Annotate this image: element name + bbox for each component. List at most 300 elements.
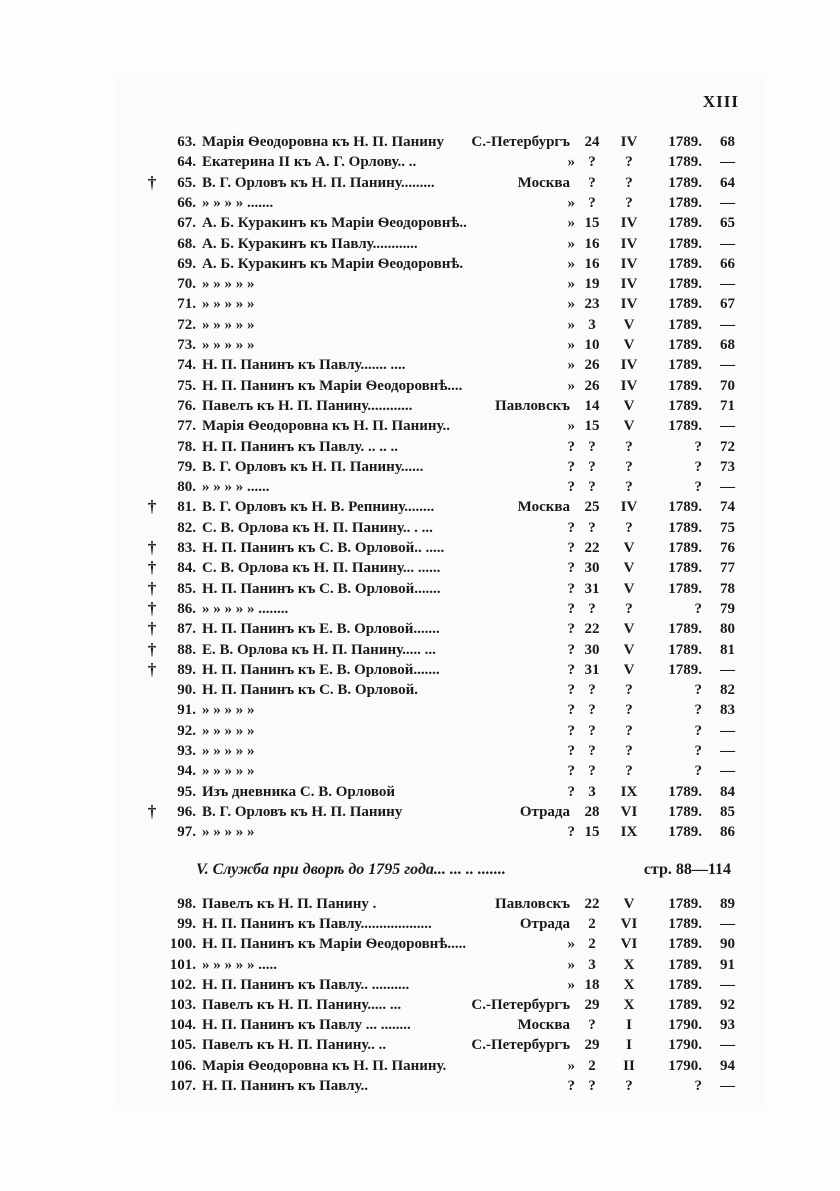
entry-year: 1790. xyxy=(668,1017,702,1034)
index-entry xyxy=(0,1056,840,1076)
index-entry xyxy=(0,955,840,975)
entry-number: 93. xyxy=(177,743,196,759)
entry-place: ? xyxy=(567,540,575,556)
page-number: XIII xyxy=(702,92,739,111)
entry-year: 1789. xyxy=(668,235,702,252)
index-entry xyxy=(0,376,840,396)
entry-number: 94. xyxy=(177,763,196,780)
entry-year: ? xyxy=(694,743,702,759)
entry-month: IV xyxy=(620,357,638,374)
index-entry xyxy=(0,152,840,172)
entry-description: » » » » » xyxy=(202,722,255,739)
entry-month: ? xyxy=(625,1077,633,1094)
entry-year: 1789. xyxy=(668,560,702,577)
entry-place: ? xyxy=(567,519,575,536)
entry-number: 91. xyxy=(177,702,196,719)
entry-page: — xyxy=(720,235,735,252)
entry-month: V xyxy=(623,418,635,435)
entry-year: 1789. xyxy=(668,418,702,435)
entry-place: » xyxy=(567,235,575,252)
entry-year: 1789. xyxy=(668,337,702,353)
entry-number: 96. xyxy=(177,803,196,820)
entry-number: 100. xyxy=(169,936,196,953)
index-entry xyxy=(0,437,840,457)
entry-number: 65. xyxy=(177,174,196,191)
entry-place: ? xyxy=(567,458,575,475)
index-entry xyxy=(0,700,840,720)
entry-month: V xyxy=(623,337,635,353)
entry-day: ? xyxy=(588,682,596,699)
entry-month: V xyxy=(623,621,635,638)
entry-description: Н. П. Панинъ къ Павлу.. .......... xyxy=(202,976,410,993)
entry-place: ? xyxy=(567,1077,575,1094)
entry-year: ? xyxy=(694,682,702,699)
entry-number: 76. xyxy=(177,397,196,414)
entry-month: V xyxy=(623,560,635,577)
entry-page: 68 xyxy=(720,337,735,353)
entry-place: » xyxy=(567,255,575,272)
entry-page: 93 xyxy=(720,1017,735,1034)
entry-number: 64. xyxy=(177,154,196,171)
entry-place: ? xyxy=(567,560,575,577)
entry-month: V xyxy=(623,580,635,597)
entry-month: I xyxy=(626,1017,632,1034)
dagger-mark: † xyxy=(147,801,157,821)
index-entry xyxy=(0,802,840,822)
entry-year: ? xyxy=(694,722,702,739)
entry-number: 68. xyxy=(177,235,196,252)
entry-page: 74 xyxy=(720,499,735,516)
entry-month: IV xyxy=(620,499,638,516)
entry-place: » xyxy=(567,976,575,993)
entry-description: Н. П. Панинъ къ Е. В. Орловой....... xyxy=(202,621,440,638)
entry-description: Н. П. Панинъ къ Е. В. Орловой....... xyxy=(202,661,440,678)
entry-page: — xyxy=(720,316,735,333)
dagger-mark: † xyxy=(147,497,157,517)
entry-description: » » » » » ........ xyxy=(202,600,289,617)
entry-description: А. Б. Куракинъ къ Маріи Ѳеодоровнѣ.. xyxy=(202,215,467,232)
entry-page: 64 xyxy=(720,174,735,191)
entry-place: ? xyxy=(567,743,575,759)
section-heading xyxy=(196,858,741,882)
entry-place: Отрада xyxy=(519,803,570,820)
entry-day: 26 xyxy=(584,357,600,374)
entry-page: — xyxy=(720,763,735,780)
index-entry xyxy=(0,294,840,314)
entry-page: — xyxy=(720,976,735,993)
entry-day: 2 xyxy=(588,1057,596,1074)
index-entry xyxy=(0,1076,840,1096)
entry-year: 1789. xyxy=(668,621,702,638)
entry-day: 30 xyxy=(584,641,600,658)
entry-month: X xyxy=(623,997,635,1013)
index-entry xyxy=(0,335,840,355)
entry-month: ? xyxy=(625,743,633,759)
entry-year: 1789. xyxy=(668,916,702,933)
entry-day: 15 xyxy=(584,824,600,841)
entry-month: VI xyxy=(620,916,638,933)
index-entry xyxy=(0,254,840,274)
entry-description: В. Г. Орловъ къ Н. П. Панину......... xyxy=(202,174,435,191)
index-entry xyxy=(0,477,840,497)
entry-page: 77 xyxy=(720,560,735,577)
entry-description: Н. П. Панинъ къ Павлу. .. .. .. xyxy=(202,438,399,455)
entry-description: Е. В. Орлова къ Н. П. Панину..... ... xyxy=(202,641,436,658)
index-entry xyxy=(0,132,840,152)
entry-year: 1789. xyxy=(668,956,702,973)
entry-number: 81. xyxy=(177,499,196,516)
entry-number: 99. xyxy=(177,916,196,933)
index-entry xyxy=(0,721,840,741)
entry-year: 1789. xyxy=(668,215,702,232)
index-entry xyxy=(0,1015,840,1035)
entry-description: Екатерина II къ А. Г. Орлову.. .. xyxy=(202,154,417,171)
entry-description: » » » » ....... xyxy=(202,194,274,211)
entry-place: » xyxy=(567,377,575,394)
entry-place: » xyxy=(567,194,575,211)
entry-page: 68 xyxy=(720,134,735,150)
index-entry xyxy=(0,741,840,761)
entry-number: 104. xyxy=(169,1017,196,1034)
index-entry xyxy=(0,396,840,416)
entry-year: 1789. xyxy=(668,134,702,150)
index-entry xyxy=(0,274,840,294)
entry-place: » xyxy=(567,316,575,333)
entry-year: ? xyxy=(694,763,702,780)
index-entry xyxy=(0,173,840,193)
entry-month: IV xyxy=(620,255,638,272)
entry-page: — xyxy=(720,479,735,496)
entry-page: 92 xyxy=(720,997,735,1013)
entry-day: 22 xyxy=(584,540,600,556)
index-entry xyxy=(0,599,840,619)
entry-page: 83 xyxy=(720,702,735,719)
entry-description: Н. П. Панинъ къ Маріи Ѳеодоровнѣ..... xyxy=(202,936,467,953)
entry-day: 31 xyxy=(584,580,600,597)
entry-year: ? xyxy=(694,479,702,496)
dagger-mark: † xyxy=(147,598,157,618)
entry-number: 82. xyxy=(177,519,196,536)
index-entry xyxy=(0,538,840,558)
entry-day: 3 xyxy=(588,316,596,333)
index-entry xyxy=(0,934,840,954)
entry-day: 15 xyxy=(584,418,600,435)
entry-day: 23 xyxy=(584,296,600,313)
entry-month: IX xyxy=(620,824,638,841)
entry-year: 1789. xyxy=(668,783,702,800)
entry-place: ? xyxy=(567,600,575,617)
entry-month: V xyxy=(623,540,635,556)
entry-day: ? xyxy=(588,1077,596,1094)
entry-year: 1789. xyxy=(668,896,702,912)
entry-number: 67. xyxy=(177,215,196,232)
entry-number: 77. xyxy=(177,418,196,435)
index-entry xyxy=(0,995,840,1015)
entry-description: Павелъ къ Н. П. Панину............ xyxy=(202,397,413,414)
entry-page: — xyxy=(720,1037,735,1054)
entry-description: Марія Ѳеодоровна къ Н. П. Панину. xyxy=(202,1057,447,1074)
entry-year: 1789. xyxy=(668,276,702,293)
index-entry xyxy=(0,518,840,538)
entry-number: 70. xyxy=(177,276,196,293)
entry-year: 1789. xyxy=(668,194,702,211)
entry-year: ? xyxy=(694,1077,702,1094)
entry-month: IV xyxy=(620,276,638,293)
entry-place: ? xyxy=(567,580,575,597)
entry-page: — xyxy=(720,276,735,293)
entry-description: Павелъ къ Н. П. Панину..... ... xyxy=(202,997,402,1013)
entry-page: — xyxy=(720,194,735,211)
entry-page: — xyxy=(720,743,735,759)
entry-place: » xyxy=(567,357,575,374)
entry-number: 75. xyxy=(177,377,196,394)
entry-month: IV xyxy=(620,215,638,232)
index-entry xyxy=(0,914,840,934)
entry-description: А. Б. Куракинъ къ Павлу............ xyxy=(202,235,418,252)
entry-number: 74. xyxy=(177,357,196,374)
entry-day: 2 xyxy=(588,916,596,933)
entry-month: IV xyxy=(620,134,638,150)
entry-month: VI xyxy=(620,803,638,820)
entry-day: 16 xyxy=(584,255,600,272)
entry-month: IX xyxy=(620,783,638,800)
entry-month: IV xyxy=(620,235,638,252)
entry-year: 1789. xyxy=(668,540,702,556)
entry-number: 83. xyxy=(177,540,196,556)
entry-page: 89 xyxy=(720,896,735,912)
entry-page: 72 xyxy=(720,438,735,455)
entry-day: 10 xyxy=(584,337,600,353)
entry-description: Н. П. Панинъ къ Маріи Ѳеодоровнѣ.... xyxy=(202,377,463,394)
entry-page: 80 xyxy=(720,621,735,638)
entry-page: 84 xyxy=(720,783,735,800)
entry-month: ? xyxy=(625,458,633,475)
section-title: V. Служба при дворѣ до 1795 года... ... .. ....... xyxy=(196,861,506,878)
entry-day: 26 xyxy=(584,377,600,394)
entry-description: » » » » » xyxy=(202,337,255,353)
entry-year: 1789. xyxy=(668,641,702,658)
entry-month: ? xyxy=(625,702,633,719)
entry-place: » xyxy=(567,276,575,293)
entry-place: » xyxy=(567,215,575,232)
entry-description: » » » » » ..... xyxy=(202,956,277,973)
entry-year: 1789. xyxy=(668,397,702,414)
entry-month: X xyxy=(623,976,635,993)
entry-month: V xyxy=(623,896,635,912)
entry-page: 90 xyxy=(720,936,735,953)
entry-day: ? xyxy=(588,763,596,780)
entry-page: 65 xyxy=(720,215,735,232)
entry-description: А. Б. Куракинъ къ Маріи Ѳеодоровнѣ. xyxy=(202,255,464,272)
index-entry xyxy=(0,680,840,700)
entry-year: 1789. xyxy=(668,976,702,993)
entry-day: ? xyxy=(588,438,596,455)
entry-month: ? xyxy=(625,438,633,455)
entry-place: ? xyxy=(567,763,575,780)
entry-month: V xyxy=(623,641,635,658)
entry-year: 1790. xyxy=(668,1037,702,1054)
entry-place: ? xyxy=(567,641,575,658)
entry-year: 1789. xyxy=(668,661,702,678)
entry-month: ? xyxy=(625,722,633,739)
entry-page: 76 xyxy=(720,540,735,556)
index-entry xyxy=(0,761,840,781)
entry-place: Павловскъ xyxy=(495,896,570,912)
entry-place: С.-Петербургъ xyxy=(471,134,570,150)
entry-description: В. Г. Орловъ къ Н. П. Панину xyxy=(202,803,403,820)
index-entry xyxy=(0,975,840,995)
entry-place: С.-Петербургъ xyxy=(471,997,570,1013)
entry-year: ? xyxy=(694,600,702,617)
index-entry xyxy=(0,822,840,842)
entry-month: ? xyxy=(625,194,633,211)
entry-number: 88. xyxy=(177,641,196,658)
entry-page: — xyxy=(720,722,735,739)
entry-year: 1789. xyxy=(668,377,702,394)
entry-day: 2 xyxy=(588,936,596,953)
entry-number: 107. xyxy=(169,1077,196,1094)
entry-description: » » » » » xyxy=(202,743,255,759)
entry-page: — xyxy=(720,357,735,374)
index-entry xyxy=(0,213,840,233)
entry-page: 66 xyxy=(720,255,735,272)
entry-place: ? xyxy=(567,783,575,800)
entry-day: 31 xyxy=(584,661,600,678)
entry-description: Павелъ къ Н. П. Панину.. .. xyxy=(202,1037,387,1054)
entry-page: 82 xyxy=(720,682,735,699)
section-page-range: стр. 88—114 xyxy=(643,861,731,878)
entry-description: Марія Ѳеодоровна къ Н. П. Панину.. xyxy=(202,418,451,435)
entry-year: ? xyxy=(694,438,702,455)
entry-place: Павловскъ xyxy=(495,397,570,414)
entry-day: ? xyxy=(588,154,596,171)
index-entry xyxy=(0,640,840,660)
entry-number: 73. xyxy=(177,337,196,353)
index-entry xyxy=(0,660,840,680)
entry-page: 86 xyxy=(720,824,735,841)
entry-month: ? xyxy=(625,682,633,699)
dagger-mark: † xyxy=(147,558,157,578)
entry-day: ? xyxy=(588,722,596,739)
entry-month: ? xyxy=(625,479,633,496)
entry-day: ? xyxy=(588,743,596,759)
index-entry xyxy=(0,355,840,375)
dagger-mark: † xyxy=(147,639,157,659)
entry-number: 105. xyxy=(169,1037,196,1054)
entry-day: 29 xyxy=(584,997,600,1013)
entry-day: 16 xyxy=(584,235,600,252)
entry-place: Москва xyxy=(517,174,570,191)
entry-description: » » » » » xyxy=(202,276,255,293)
entry-day: ? xyxy=(588,174,596,191)
entry-month: V xyxy=(623,397,635,414)
index-entry xyxy=(0,315,840,335)
entry-day: 14 xyxy=(584,397,600,414)
entry-month: IV xyxy=(620,296,638,313)
entry-description: Н. П. Панинъ къ С. В. Орловой....... xyxy=(202,580,441,597)
index-entry xyxy=(0,894,840,914)
entry-page: 73 xyxy=(720,458,735,475)
entry-day: ? xyxy=(588,600,596,617)
entry-page: 85 xyxy=(720,803,735,820)
index-entry xyxy=(0,579,840,599)
entry-description: » » » » ...... xyxy=(202,479,270,496)
entry-year: 1789. xyxy=(668,997,702,1013)
entry-day: ? xyxy=(588,702,596,719)
entry-description: Н. П. Панинъ къ Павлу.. xyxy=(202,1077,369,1094)
entry-place: » xyxy=(567,956,575,973)
index-entry xyxy=(0,193,840,213)
entry-description: С. В. Орлова къ Н. П. Панину.. . ... xyxy=(202,519,433,536)
entry-year: 1790. xyxy=(668,1057,702,1074)
entry-day: ? xyxy=(588,194,596,211)
entry-month: ? xyxy=(625,519,633,536)
entry-place: » xyxy=(567,936,575,953)
entry-number: 78. xyxy=(177,438,196,455)
entry-number: 95. xyxy=(177,783,196,800)
entry-month: V xyxy=(623,661,635,678)
entry-number: 69. xyxy=(177,255,196,272)
dagger-mark: † xyxy=(147,538,157,557)
entry-number: 97. xyxy=(177,824,196,841)
entry-month: II xyxy=(623,1057,635,1074)
entry-number: 92. xyxy=(177,722,196,739)
entry-page: — xyxy=(720,661,735,678)
entry-page: 67 xyxy=(720,296,735,313)
entry-year: 1789. xyxy=(668,154,702,171)
entry-number: 106. xyxy=(169,1057,196,1074)
entry-page: — xyxy=(720,1077,735,1094)
entry-day: 19 xyxy=(584,276,600,293)
entry-place: ? xyxy=(567,702,575,719)
entry-place: ? xyxy=(567,722,575,739)
entry-number: 72. xyxy=(177,316,196,333)
entry-number: 90. xyxy=(177,682,196,699)
entry-number: 80. xyxy=(177,479,196,496)
entry-description: Марія Ѳеодоровна къ Н. П. Панину xyxy=(202,134,445,150)
entry-place: ? xyxy=(567,479,575,496)
entry-month: VI xyxy=(620,936,638,953)
entry-number: 84. xyxy=(177,560,196,577)
entry-page: 70 xyxy=(720,377,735,394)
entry-day: ? xyxy=(588,519,596,536)
entry-description: Н. П. Панинъ къ С. В. Орловой.. ..... xyxy=(202,540,445,556)
index-entry xyxy=(0,782,840,802)
index-entry xyxy=(0,416,840,436)
entry-page: 91 xyxy=(720,956,735,973)
entry-number: 101. xyxy=(169,956,196,973)
entry-place: Отрада xyxy=(519,916,570,933)
entry-number: 86. xyxy=(177,600,196,617)
entry-description: » » » » » xyxy=(202,763,255,780)
entry-description: » » » » » xyxy=(202,316,255,333)
entry-day: 30 xyxy=(584,560,600,577)
entry-number: 89. xyxy=(177,661,196,678)
entry-month: ? xyxy=(625,174,633,191)
entry-day: 3 xyxy=(588,783,596,800)
entry-month: ? xyxy=(625,154,633,171)
entry-page: 71 xyxy=(720,397,735,414)
entry-place: ? xyxy=(567,661,575,678)
entry-year: 1789. xyxy=(668,519,702,536)
entry-year: ? xyxy=(694,458,702,475)
entry-number: 103. xyxy=(169,997,196,1013)
entry-year: ? xyxy=(694,702,702,719)
entry-number: 102. xyxy=(169,976,196,993)
entry-place: Москва xyxy=(517,1017,570,1034)
entry-number: 63. xyxy=(177,134,196,150)
entry-place: » xyxy=(567,1057,575,1074)
